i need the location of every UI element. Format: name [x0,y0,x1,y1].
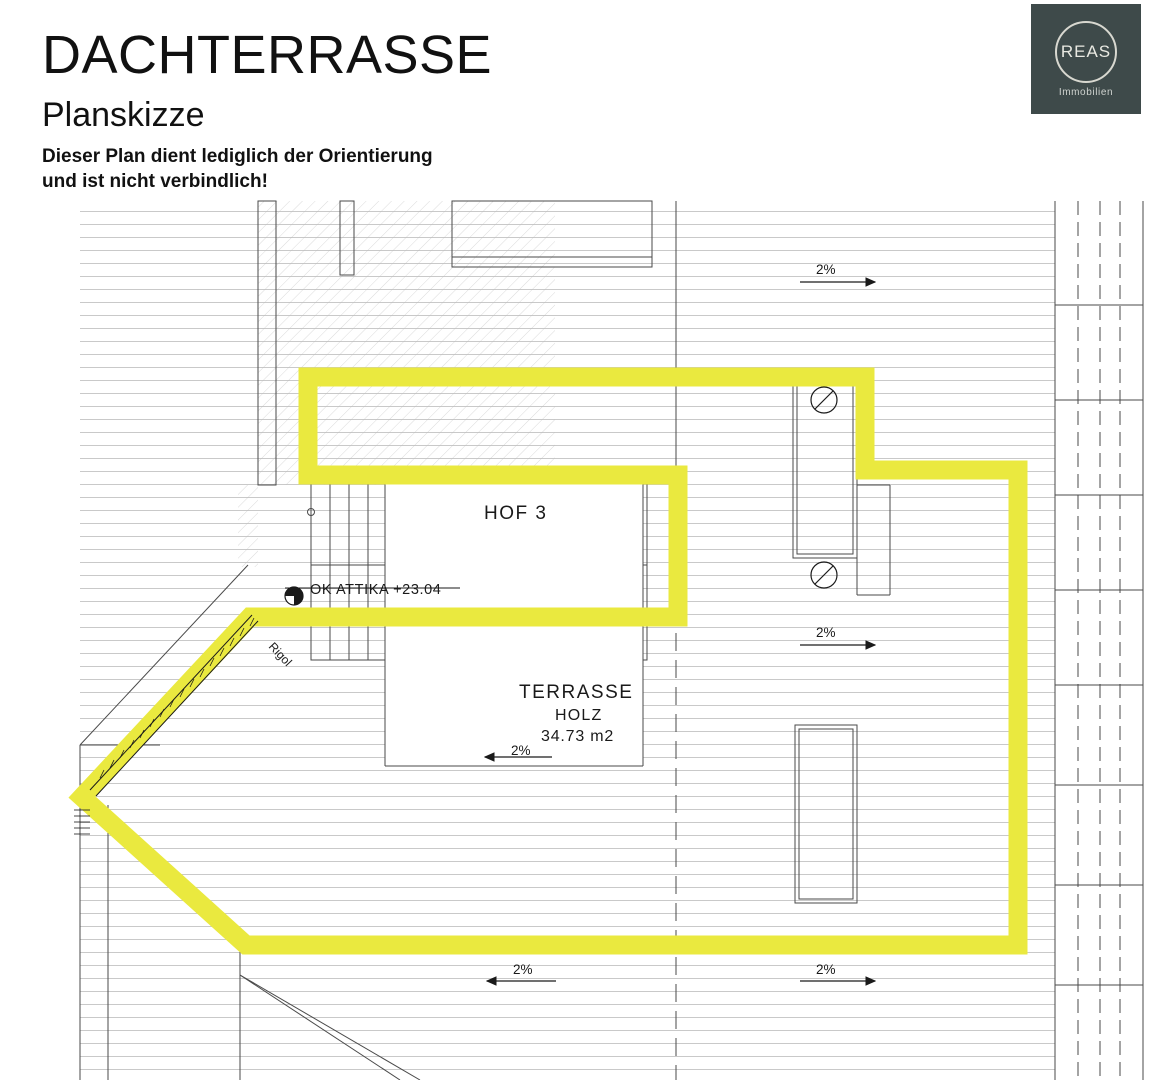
page-title: DACHTERRASSE [42,25,493,85]
slope-bottom-right: 2% [816,962,836,977]
logo-tagline: Immobilien [1058,86,1114,98]
slope-mid-right: 2% [816,625,836,640]
label-hof: HOF 3 [484,503,548,524]
label-terrasse-area: 34.73 m2 [541,728,615,745]
disclaimer-line-1: Dieser Plan dient lediglich der Orientierung [42,146,433,167]
label-attika: OK ATTIKA +23.04 [310,582,442,598]
label-terrasse-material: HOLZ [555,707,603,724]
label-terrasse-name: TERRASSE [519,682,634,703]
slope-top-right: 2% [816,262,836,277]
logo-ring-icon [1055,21,1117,83]
label-rigol: Rigol [265,639,295,670]
page-subtitle: Planskizze [42,96,205,134]
floor-plan-drawing [0,185,1157,1080]
slope-center: 2% [511,743,531,758]
slope-bottom-left: 2% [513,962,533,977]
disclaimer-line-2: und ist nicht verbindlich! [42,171,268,192]
logo-name: REAS [1060,41,1112,61]
company-logo [1031,4,1141,114]
